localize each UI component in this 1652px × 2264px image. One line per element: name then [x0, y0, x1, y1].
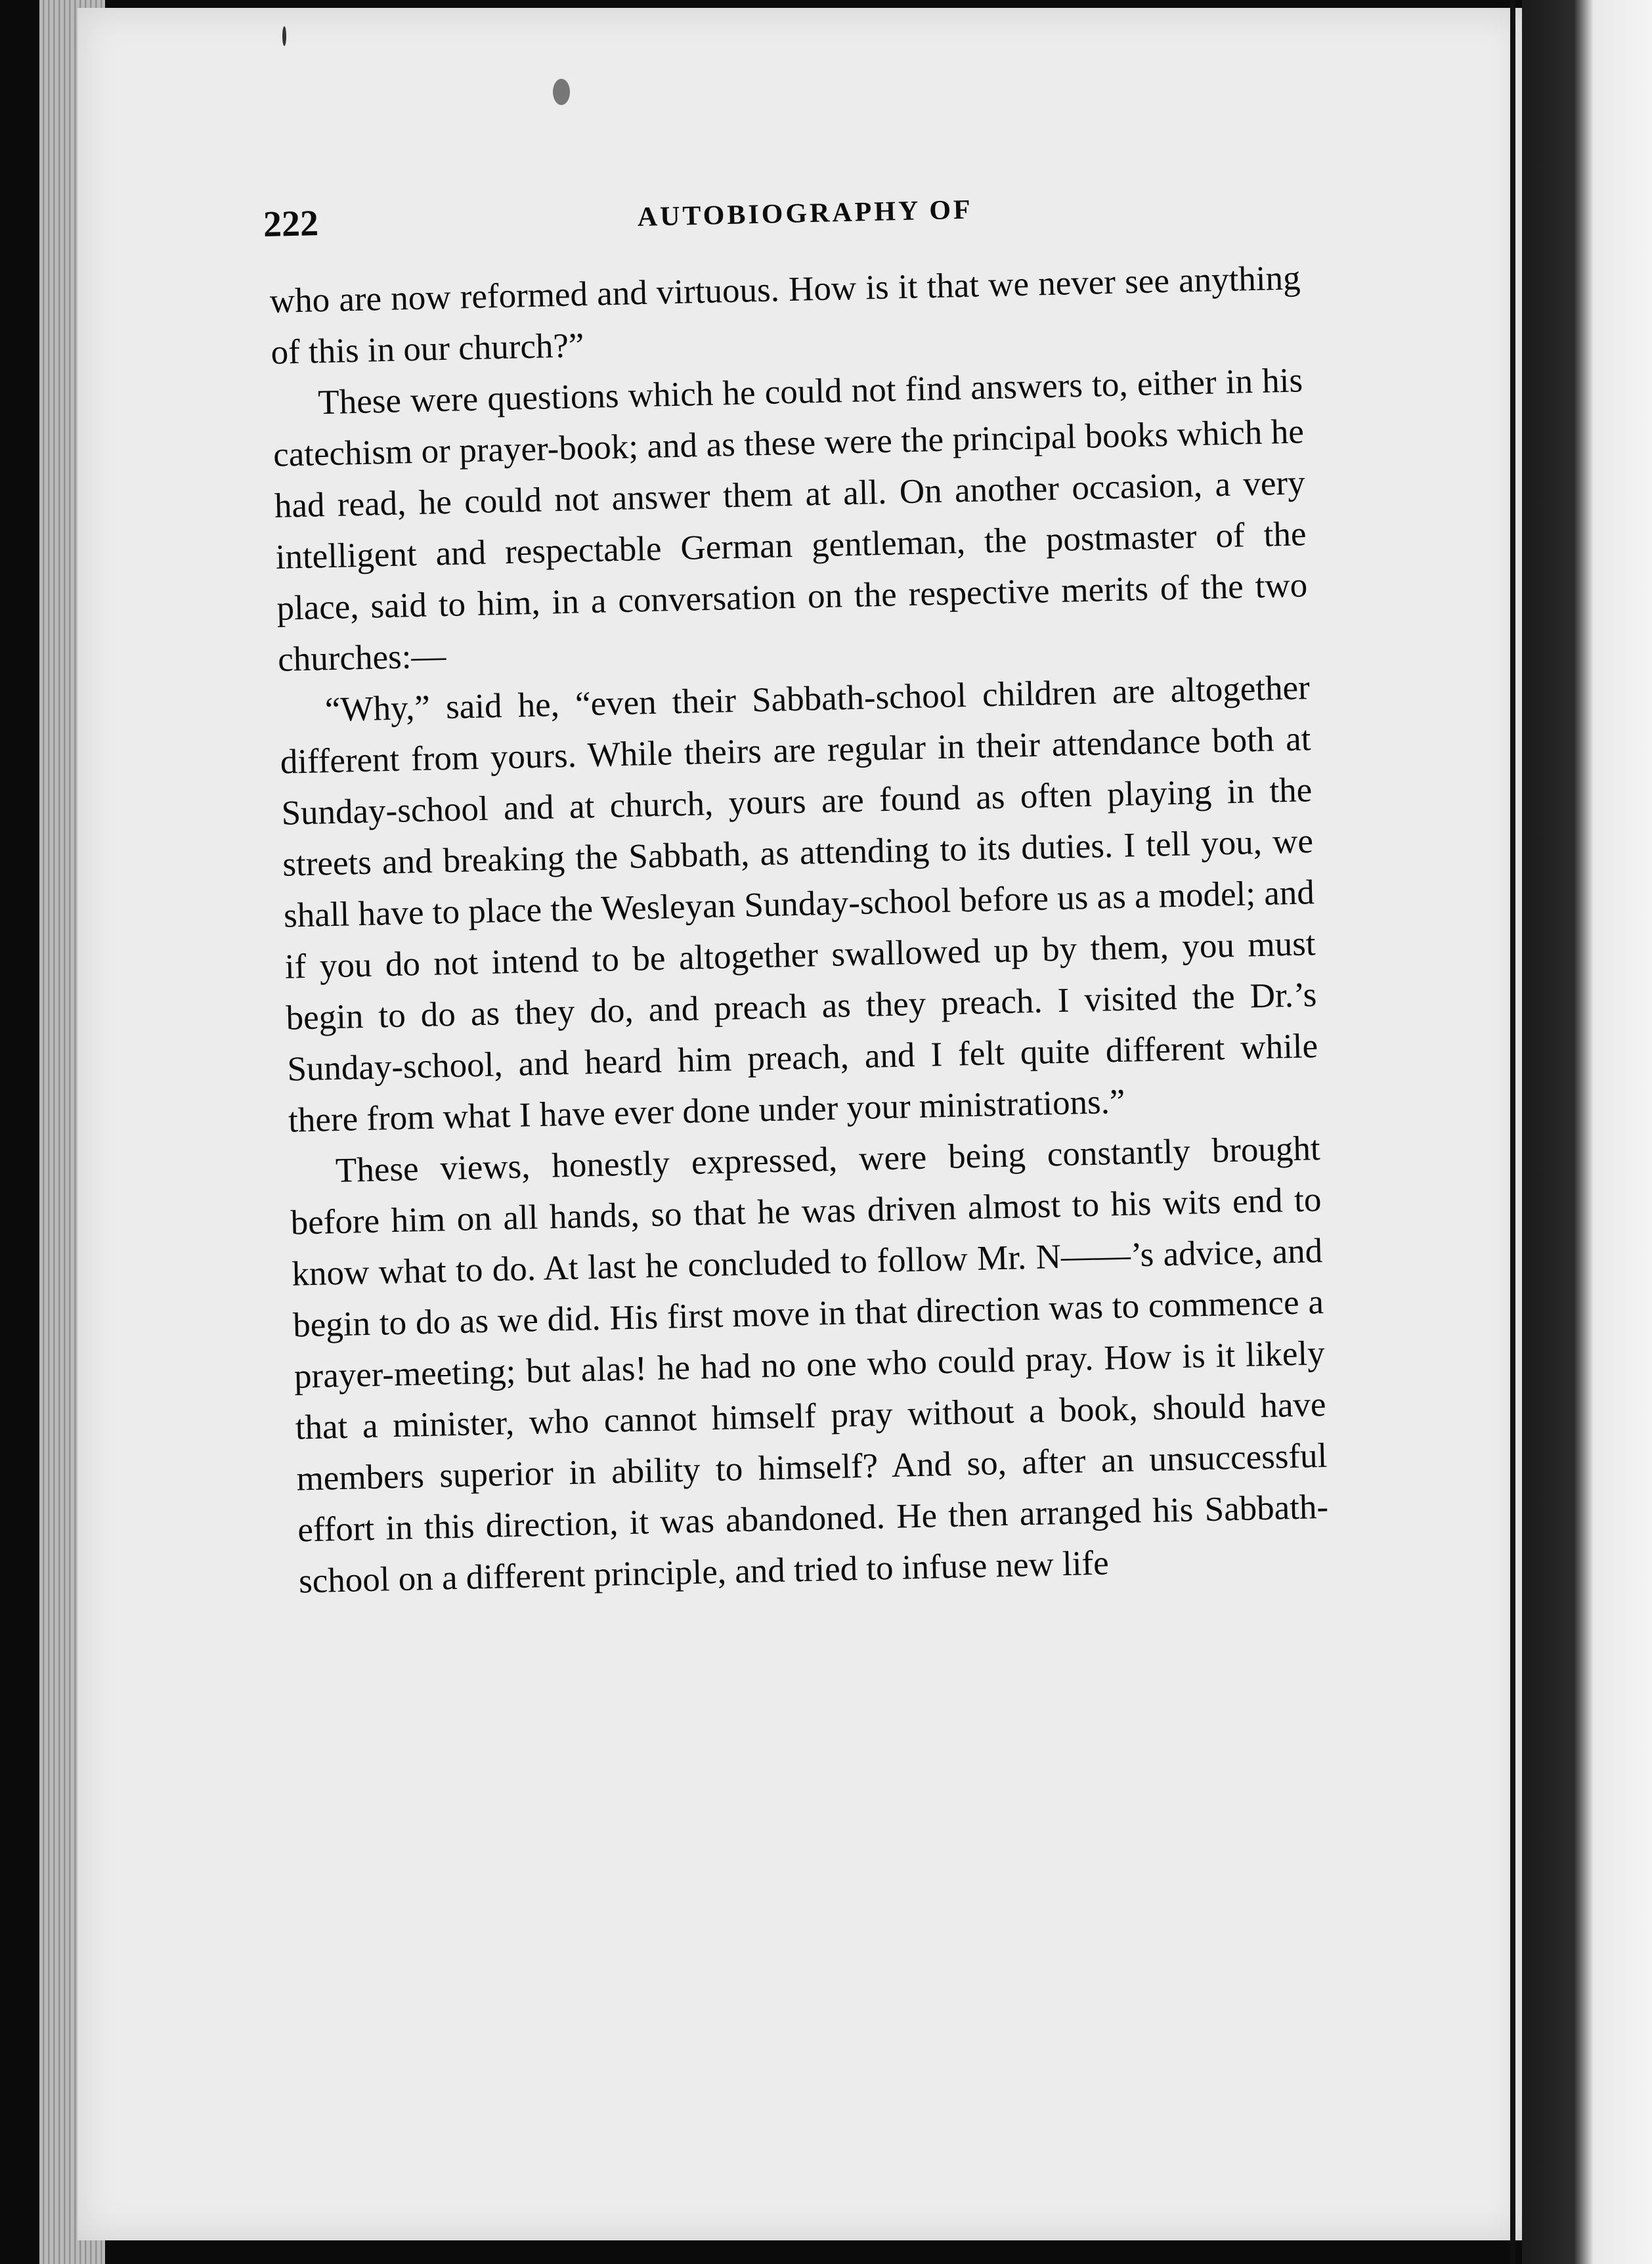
next-page-edge: [1522, 0, 1652, 2264]
body-text: [269, 252, 1330, 1607]
page-number: 222: [263, 203, 319, 245]
ink-speck: [553, 79, 570, 105]
running-head: AUTOBIOGRAPHY OF: [637, 194, 974, 233]
ink-speck: [282, 26, 286, 46]
paragraph: who are now reformed and virtuous. How is it that we never see anything of this in our church?”: [269, 259, 1301, 372]
paragraph: These were questions which he could not find answers to, either in his catechism or prayer-book; and as these were the principal books which he had read, he could not answer them at all. On another occasion, a very intelligent and respectable German gentleman, the postmaster of the place, said to him, in a conversation on the respective merits of the two churches:—: [272, 361, 1308, 679]
paragraph: These views, honestly expressed, were being constantly brought before him on all hands, so that he was driven almost to his wits end to know what to do. At last he concluded to follow Mr. N——’s advice, and begin to do as we did. His first move in that direction was to commence a prayer-meeting; but alas! he had no one who could pray. How is it likely that a minister, who cannot himself pray without a book, should have members superior in ability to himself? And so, after an unsuccessful effort in this direction, it was abandoned. He then arranged his Sabbath-school on a different principle, and tried to infuse new life: [290, 1129, 1329, 1601]
page-border-line: [1510, 0, 1515, 2264]
paragraph: “Why,” said he, “even their Sabbath-school children are altogether different from yours. While theirs are regular in their attendance both at Sunday-school and at church, yours are found as often playing in the streets and breaking the Sabbath, as attending to its duties. I tell you, we shall have to place the Wesleyan Sunday-school before us as a model; and if you do not intend to be altogether swallowed up by them, you must begin to do as they do, and preach as they preach. I visited the Dr.’s Sunday-school, and heard him preach, and I felt quite different while there from what I have ever done under your ministrations.”: [280, 668, 1318, 1140]
